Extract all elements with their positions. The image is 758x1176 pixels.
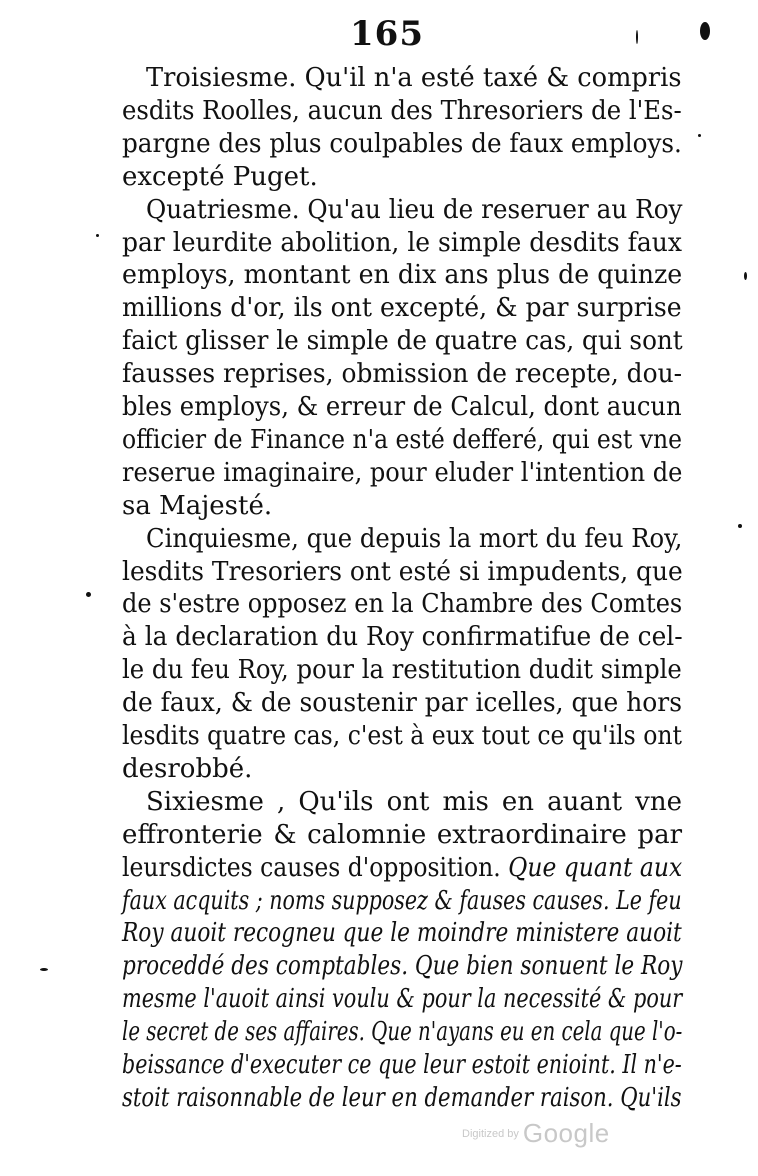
text-line-segment: leursdictes causes d'opposition. — [122, 852, 501, 883]
scan-speck — [96, 234, 99, 237]
text-line: faux acquits ; noms supposez & fauses causes. Le feu — [122, 885, 682, 916]
google-watermark — [462, 1118, 610, 1149]
scan-speck — [744, 272, 747, 280]
text-line: le du feu Roy, pour la restitution dudit simple — [122, 655, 682, 686]
text-line: reserue imaginaire, pour eluder l'intention de — [122, 457, 683, 488]
text-line: par leurdite abolition, le simple desdits faux — [122, 227, 682, 258]
text-line: excepté Puget. — [122, 161, 318, 192]
text-line: esdits Roolles, aucun des Thresoriers de l'Es- — [122, 95, 682, 126]
text-line: Sixiesme , Qu'ils ont mis en auant vne — [146, 786, 682, 817]
text-line: de faux, & de soustenir par icelles, que hors — [122, 688, 682, 719]
scan-speck — [738, 524, 742, 528]
text-line: Cinquiesme, que depuis la mort du feu Roy, — [146, 523, 683, 554]
scan-speck — [86, 592, 91, 597]
text-line: lesdits Tresoriers ont esté si impudents, que — [122, 556, 683, 587]
text-line: Troisiesme. Qu'il n'a esté taxé & compris — [146, 63, 682, 93]
text-line: beissance d'executer ce que leur estoit enioint. Il n'e- — [122, 1050, 682, 1080]
text-line: sa Majesté. — [122, 490, 273, 521]
scan-speck — [40, 968, 48, 971]
text-line: pargne des plus coulpables de faux employs. — [122, 128, 682, 159]
page-number: 165 — [350, 14, 424, 54]
italic-quote-start: Que quant aux — [508, 852, 683, 883]
text-line: effronterie & calomnie extraordinaire par — [122, 819, 682, 850]
text-line: stoit raisonnable de leur en demander raison. Qu'ils — [122, 1082, 682, 1113]
scan-speck — [636, 30, 638, 44]
text-line: millions d'or, ils ont excepté, & par surprise — [122, 293, 682, 324]
text-line: le secret de ses affaires. Que n'ayans eu en cela que l'o- — [122, 1017, 683, 1048]
watermark-google-label: Google — [522, 1118, 610, 1148]
text-line: Roy auoit recogneu que le moindre ministere auoit — [122, 918, 682, 949]
text-line: fausses reprises, obmission de recepte, dou- — [122, 359, 683, 390]
text-line: mesme l'auoit ainsi voulu & pour la necessité & pour — [122, 984, 683, 1015]
text-line: bles employs, & erreur de Calcul, dont aucun — [122, 392, 682, 422]
watermark-digitized-label: Digitized by — [462, 1127, 519, 1140]
scan-speck — [698, 134, 701, 137]
text-line: de s'estre opposez en la Chambre des Comtes — [122, 589, 683, 620]
text-line: desrobbé. — [122, 753, 253, 784]
scan-speck — [700, 22, 710, 40]
text-line: faict glisser le simple de quatre cas, qui sont — [122, 326, 683, 357]
text-line: lesdits quatre cas, c'est à eux tout ce qu'ils ont — [122, 721, 683, 751]
text-line: officier de Finance n'a esté defferé, qui est vne — [122, 424, 683, 455]
text-line: Quatriesme. Qu'au lieu de reseruer au Roy — [146, 194, 683, 225]
text-line: proceddé des comptables. Que bien sonuent le Roy — [122, 951, 683, 982]
text-line: employs, montant en dix ans plus de quinze — [122, 260, 683, 291]
text-line — [122, 852, 682, 884]
text-line: à la declaration du Roy confirmatifue de cel- — [122, 622, 683, 653]
